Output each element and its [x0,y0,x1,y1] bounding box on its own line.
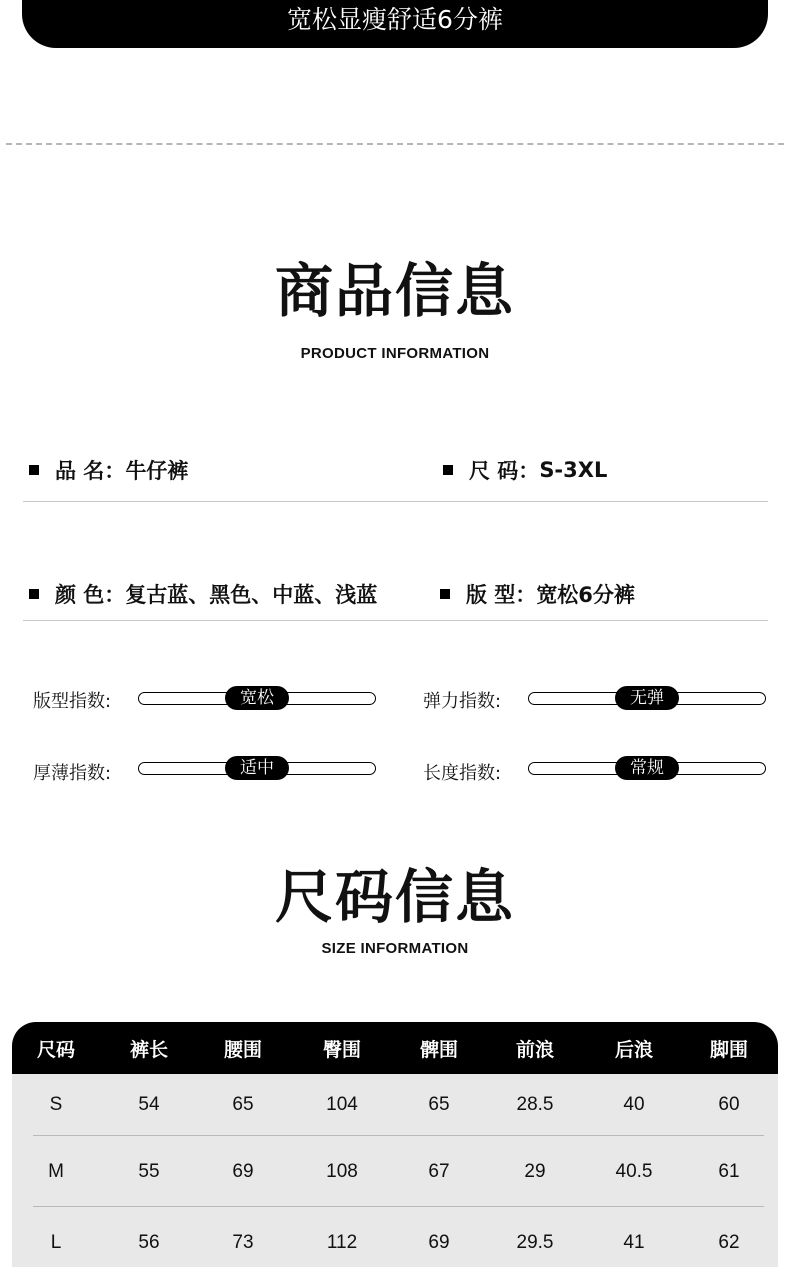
table-cell: 65 [232,1094,254,1115]
size-info-title: 尺码信息 [274,863,515,931]
thickness-index-marker: 适中 [225,756,289,780]
info-divider [23,501,768,502]
table-cell: 69 [232,1160,254,1182]
table-cell: 40.5 [615,1160,653,1182]
table-cell: 108 [326,1160,358,1182]
product-fit-item [440,579,635,609]
product-info-subtitle: PRODUCT INFORMATION [300,345,490,362]
table-cell: L [50,1231,62,1253]
table-cell: 67 [428,1160,450,1182]
product-fit-label: 版 型： [466,583,537,607]
table-cell: 112 [326,1231,358,1253]
table-cell: 60 [718,1094,740,1115]
product-name-item [29,455,188,485]
product-size-item [443,455,607,485]
top-banner [22,0,768,48]
header-hip: 臀围 [322,1038,361,1061]
table-cell: S [49,1094,63,1115]
table-cell: 61 [718,1160,740,1182]
fit-index-label: 版型指数: [33,691,112,712]
table-cell: 54 [138,1094,160,1115]
product-color-label: 颜 色： [55,583,126,607]
thickness-index-label: 厚薄指数: [33,763,112,784]
header-waist: 腰围 [223,1038,262,1061]
product-info-title: 商品信息 [274,257,515,325]
header-length: 裤长 [129,1038,168,1061]
header-size: 尺码 [36,1038,75,1061]
product-size-label: 尺 码： [469,459,540,483]
table-row [12,1207,778,1278]
table-row [12,1074,778,1136]
length-index-label: 长度指数: [423,763,502,784]
table-cell: M [48,1160,64,1182]
dashed-divider [6,143,784,145]
size-table-header [12,1022,778,1074]
header-thigh: 髀围 [419,1038,458,1061]
bullet-square-icon [440,589,450,599]
bullet-square-icon [29,589,39,599]
thickness-index-track [138,758,376,778]
info-divider [23,620,768,621]
table-cell: 40 [623,1094,645,1115]
length-index-marker: 常规 [615,756,679,780]
table-row [12,1136,778,1207]
table-cell: 41 [623,1231,645,1253]
header-leg-opening: 脚围 [709,1038,748,1061]
size-info-subtitle: SIZE INFORMATION [321,940,469,957]
bullet-square-icon [443,465,453,475]
table-cell: 73 [232,1231,254,1253]
product-name-value: 牛仔裤 [125,459,189,483]
banner-title: 宽松显瘦舒适6分裤 [287,5,503,34]
table-cell: 104 [326,1094,358,1115]
length-index-track [528,758,766,778]
table-cell: 65 [428,1094,450,1115]
table-cell: 62 [718,1231,740,1253]
fit-index-marker: 宽松 [225,686,289,710]
table-cell: 29 [524,1160,546,1182]
bullet-square-icon [29,465,39,475]
product-size-value: S-3XL [539,458,608,482]
stretch-index-track [528,688,766,708]
stretch-index-marker: 无弹 [615,686,679,710]
product-name-label: 品 名： [55,459,126,483]
table-cell: 28.5 [516,1094,554,1115]
table-cell: 55 [138,1160,160,1182]
size-table [12,1022,778,1267]
table-cell: 56 [138,1231,160,1253]
table-cell: 69 [428,1231,450,1253]
fit-index-track [138,688,376,708]
product-fit-value: 宽松6分裤 [536,583,635,607]
product-color-value: 复古蓝、黑色、中蓝、浅蓝 [125,583,378,607]
product-color-item [29,579,377,609]
size-table-body [12,1074,778,1267]
table-cell: 29.5 [516,1231,554,1253]
stretch-index-label: 弹力指数: [423,691,502,712]
header-front-rise: 前浪 [515,1038,554,1061]
header-back-rise: 后浪 [614,1038,653,1061]
